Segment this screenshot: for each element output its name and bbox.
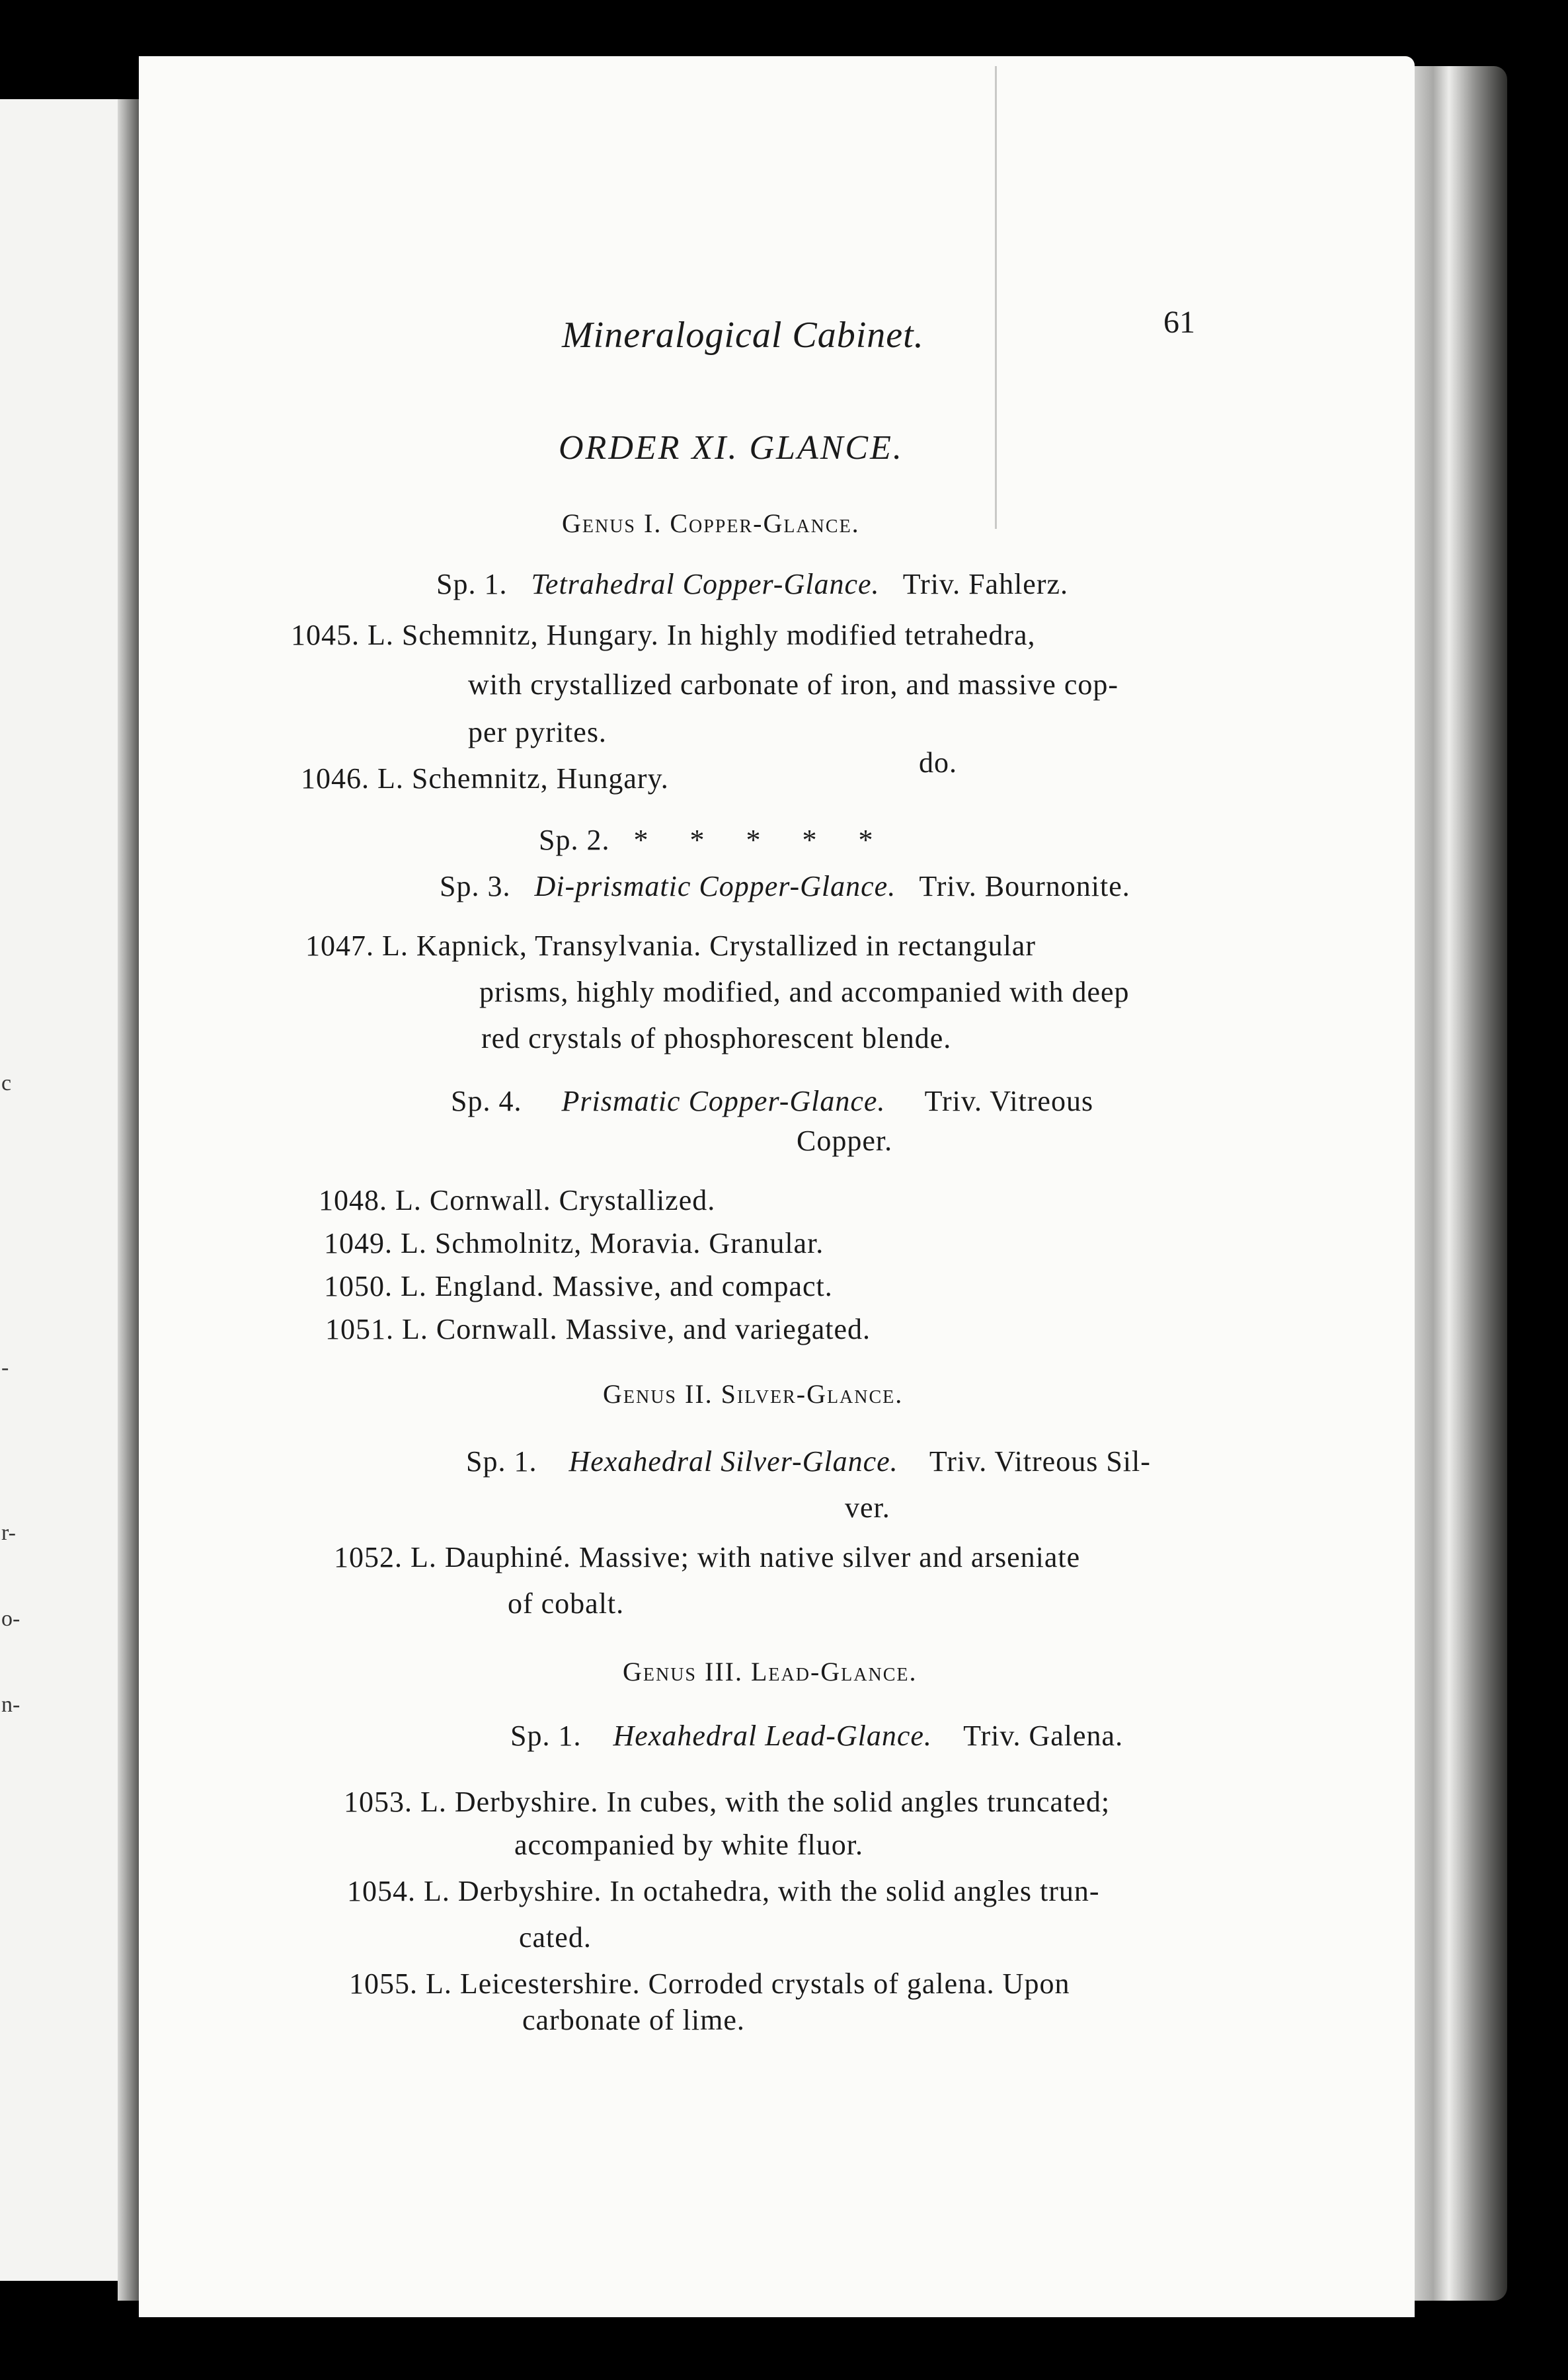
entry-line: of cobalt.: [508, 1587, 625, 1620]
trivial-name: Triv. Bournonite.: [919, 870, 1130, 902]
species-name: Di-prismatic Copper-Glance.: [534, 870, 896, 902]
page-edges: [1401, 66, 1507, 2301]
species-name: Tetrahedral Copper-Glance.: [531, 568, 880, 600]
ditto-mark: do.: [919, 746, 957, 779]
facing-page: [0, 99, 132, 2281]
entry-line: 1053. L. Derbyshire. In cubes, with the solid angles truncated;: [344, 1786, 1111, 1818]
entry-line: 1055. L. Leicestershire. Corroded crystals of galena. Upon: [349, 1967, 1070, 2000]
entry-line: accompanied by white fluor.: [514, 1829, 863, 1861]
trivial-name: Triv. Vitreous Sil-: [929, 1445, 1151, 1478]
genus-heading: Genus II. Silver-Glance.: [603, 1379, 904, 1409]
entry-line: 1046. L. Schemnitz, Hungary.: [301, 762, 669, 795]
entry-line: cated.: [519, 1921, 592, 1954]
entry-line: 1050. L. England. Massive, and compact.: [324, 1270, 833, 1302]
trivial-name: Triv. Fahlerz.: [902, 568, 1069, 600]
entry-line: 1051. L. Cornwall. Massive, and variegated.: [325, 1313, 871, 1345]
species-label: Sp. 1.: [510, 1720, 582, 1752]
trivial-name: Triv. Vitreous: [924, 1085, 1094, 1117]
species-line: [436, 567, 1068, 601]
species-label: Sp. 1.: [436, 568, 508, 600]
entry-line: 1047. L. Kapnick, Transylvania. Crystallized in rectangular: [305, 930, 1036, 962]
trivial-name: Triv. Galena.: [963, 1720, 1124, 1752]
omission-stars: * * * * *: [633, 824, 890, 856]
species-label: Sp. 1.: [466, 1445, 537, 1478]
species-label: Sp. 2.: [539, 824, 610, 856]
species-line: [539, 823, 890, 857]
entry-line: 1045. L. Schemnitz, Hungary. In highly modified tetrahedra,: [291, 619, 1036, 651]
entry-line: 1054. L. Derbyshire. In octahedra, with the solid angles trun-: [347, 1875, 1100, 1907]
species-name: Hexahedral Silver-Glance.: [568, 1445, 898, 1478]
genus-heading: Genus I. Copper-Glance.: [562, 508, 860, 538]
facing-page-fragment: o-: [1, 1606, 20, 1631]
genus-heading: Genus III. Lead-Glance.: [623, 1657, 918, 1686]
species-line: [440, 869, 1130, 903]
page-number: 61: [1163, 305, 1195, 340]
trivial-name-continued: ver.: [845, 1491, 890, 1524]
entry-line: 1052. L. Dauphiné. Massive; with native silver and arseniate: [334, 1541, 1081, 1573]
order-heading: ORDER XI. GLANCE.: [559, 429, 904, 467]
entry-line: per pyrites.: [468, 716, 607, 748]
entry-line: with crystallized carbonate of iron, and massive cop-: [468, 668, 1119, 701]
species-label: Sp. 4.: [451, 1085, 522, 1117]
facing-page-fragment: n-: [1, 1692, 20, 1717]
species-line: [466, 1445, 1151, 1478]
facing-page-fragment: r-: [1, 1521, 16, 1545]
trivial-name-continued: Copper.: [797, 1125, 893, 1157]
entry-line: 1049. L. Schmolnitz, Moravia. Granular.: [324, 1227, 824, 1259]
species-name: Prismatic Copper-Glance.: [561, 1085, 886, 1117]
entry-line: red crystals of phosphorescent blende.: [481, 1022, 952, 1054]
species-line: [451, 1084, 1093, 1118]
facing-page-fragment: c: [1, 1071, 12, 1095]
page-crease: [995, 66, 997, 529]
facing-page-fragment: -: [1, 1355, 9, 1380]
entry-line: 1048. L. Cornwall. Crystallized.: [319, 1184, 716, 1216]
entry-line: prisms, highly modified, and accompanied with deep: [479, 976, 1130, 1008]
species-name: Hexahedral Lead-Glance.: [613, 1720, 932, 1752]
species-label: Sp. 3.: [440, 870, 511, 902]
species-line: [510, 1719, 1123, 1753]
running-header: Mineralogical Cabinet.: [562, 315, 924, 356]
entry-line: carbonate of lime.: [522, 2004, 745, 2036]
